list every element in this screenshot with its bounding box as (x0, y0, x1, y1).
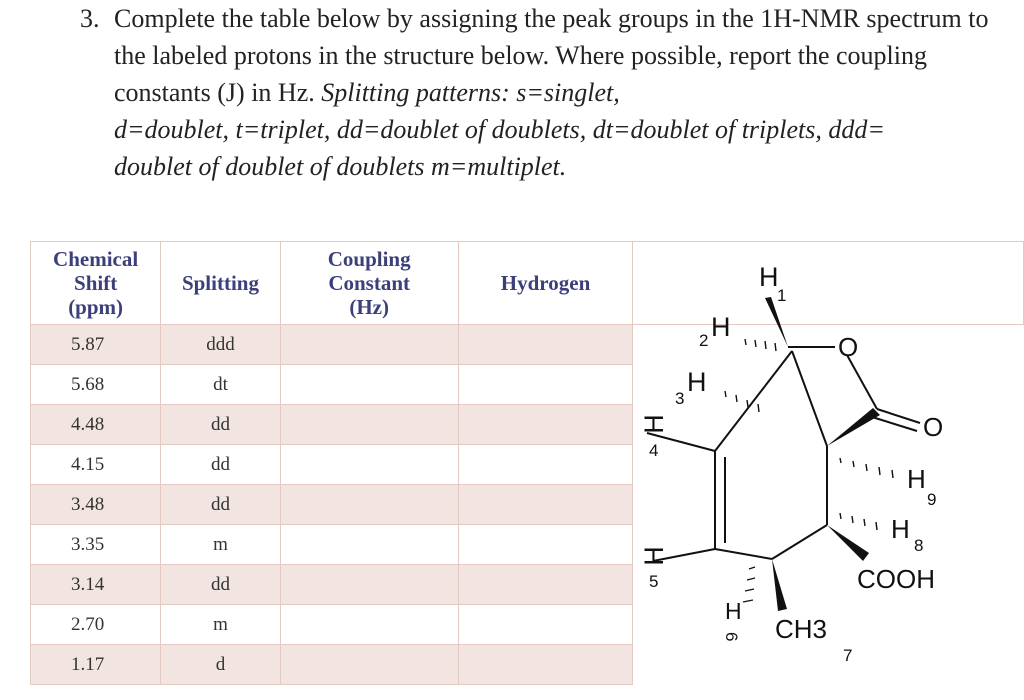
wedge-c9-c10 (827, 408, 880, 446)
h2-atom: H (711, 312, 731, 342)
coupling-cell (280, 325, 458, 365)
splitting-legend-2: d=doublet, t=triplet, dd=doublet of doublets, dt=doublet of triplets, ddd= (114, 115, 885, 144)
h1-num: 1 (777, 286, 787, 305)
splitting-cell: dd (161, 445, 280, 485)
h4-num: 4 (649, 441, 659, 460)
splitting-cell: dt (161, 365, 280, 405)
h1-atom: H (759, 262, 779, 292)
splitting-cell: ddd (161, 325, 280, 365)
coupling-cell (280, 525, 458, 565)
h3-num: 3 (675, 389, 685, 408)
coupling-cell (280, 645, 458, 685)
hash-h8 (840, 513, 877, 530)
coupling-cell (280, 405, 458, 445)
header-coupling: Coupling Constant (Hz) (280, 242, 458, 325)
splitting-cell: m (161, 605, 280, 645)
shift-cell: 5.68 (31, 365, 161, 405)
bond-c3-c9 (792, 351, 827, 446)
h6-num: 6 (722, 632, 741, 642)
hash-h9 (840, 458, 893, 478)
splitting-legend-3: doublet of doublet of doublets m=multiplet. (114, 152, 567, 181)
ring-oxygen: O (838, 332, 859, 362)
bond-o-carbonyl (847, 355, 877, 409)
shift-cell: 2.70 (31, 605, 161, 645)
h6-atom: H (725, 598, 742, 624)
shift-cell: 1.17 (31, 645, 161, 685)
splitting-cell: dd (161, 485, 280, 525)
cooh-group: COOH (857, 564, 935, 594)
question-number: 3. (80, 4, 100, 33)
h4-atom: H (639, 414, 669, 434)
wedge-ch3 (772, 559, 787, 611)
header-hydrogen: Hydrogen (458, 242, 633, 325)
structure-drawing (595, 243, 1007, 686)
h9-num: 9 (927, 490, 937, 509)
question-text (114, 0, 994, 185)
shift-cell: 3.14 (31, 565, 161, 605)
h8-atom: H (891, 514, 910, 544)
header-splitting: Splitting (161, 242, 280, 325)
splitting-cell: dd (161, 405, 280, 445)
bond-c6-c8 (772, 525, 827, 559)
bond-c3-c4 (715, 351, 792, 451)
carbonyl-oxygen: O (923, 412, 944, 442)
splitting-legend-1: Splitting patterns: s=singlet, (321, 78, 620, 107)
shift-cell: 3.35 (31, 525, 161, 565)
coupling-cell (280, 445, 458, 485)
ch3-group: CH3 (775, 614, 828, 644)
question-instructions: Complete the table below by assigning the peak groups in the 1H-NMR spectrum to the labeled protons in the structure below. Where possible, report the coupling constants (J) in Hz. (114, 4, 989, 107)
splitting-cell: m (161, 525, 280, 565)
h3-atom: H (687, 367, 707, 397)
shift-cell: 3.48 (31, 485, 161, 525)
coupling-cell (280, 565, 458, 605)
h7-num: 7 (843, 646, 853, 665)
header-shift: Chemical Shift (ppm) (31, 242, 161, 325)
hash-h6 (743, 567, 755, 602)
splitting-cell: dd (161, 565, 280, 605)
h5-num: 5 (649, 572, 659, 591)
coupling-cell (280, 485, 458, 525)
h2-num: 2 (699, 331, 709, 350)
shift-cell: 4.48 (31, 405, 161, 445)
molecule-structure (595, 243, 1007, 686)
h5-atom: H (639, 546, 669, 566)
shift-cell: 4.15 (31, 445, 161, 485)
shift-cell: 5.87 (31, 325, 161, 365)
coupling-cell (280, 605, 458, 645)
h9-atom: H (907, 464, 926, 494)
coupling-cell (280, 365, 458, 405)
hash-h2 (745, 339, 776, 351)
wedge-cooh (827, 525, 869, 561)
h8-num: 8 (914, 536, 924, 555)
splitting-cell: d (161, 645, 280, 685)
bond-c5-c6 (715, 549, 772, 559)
